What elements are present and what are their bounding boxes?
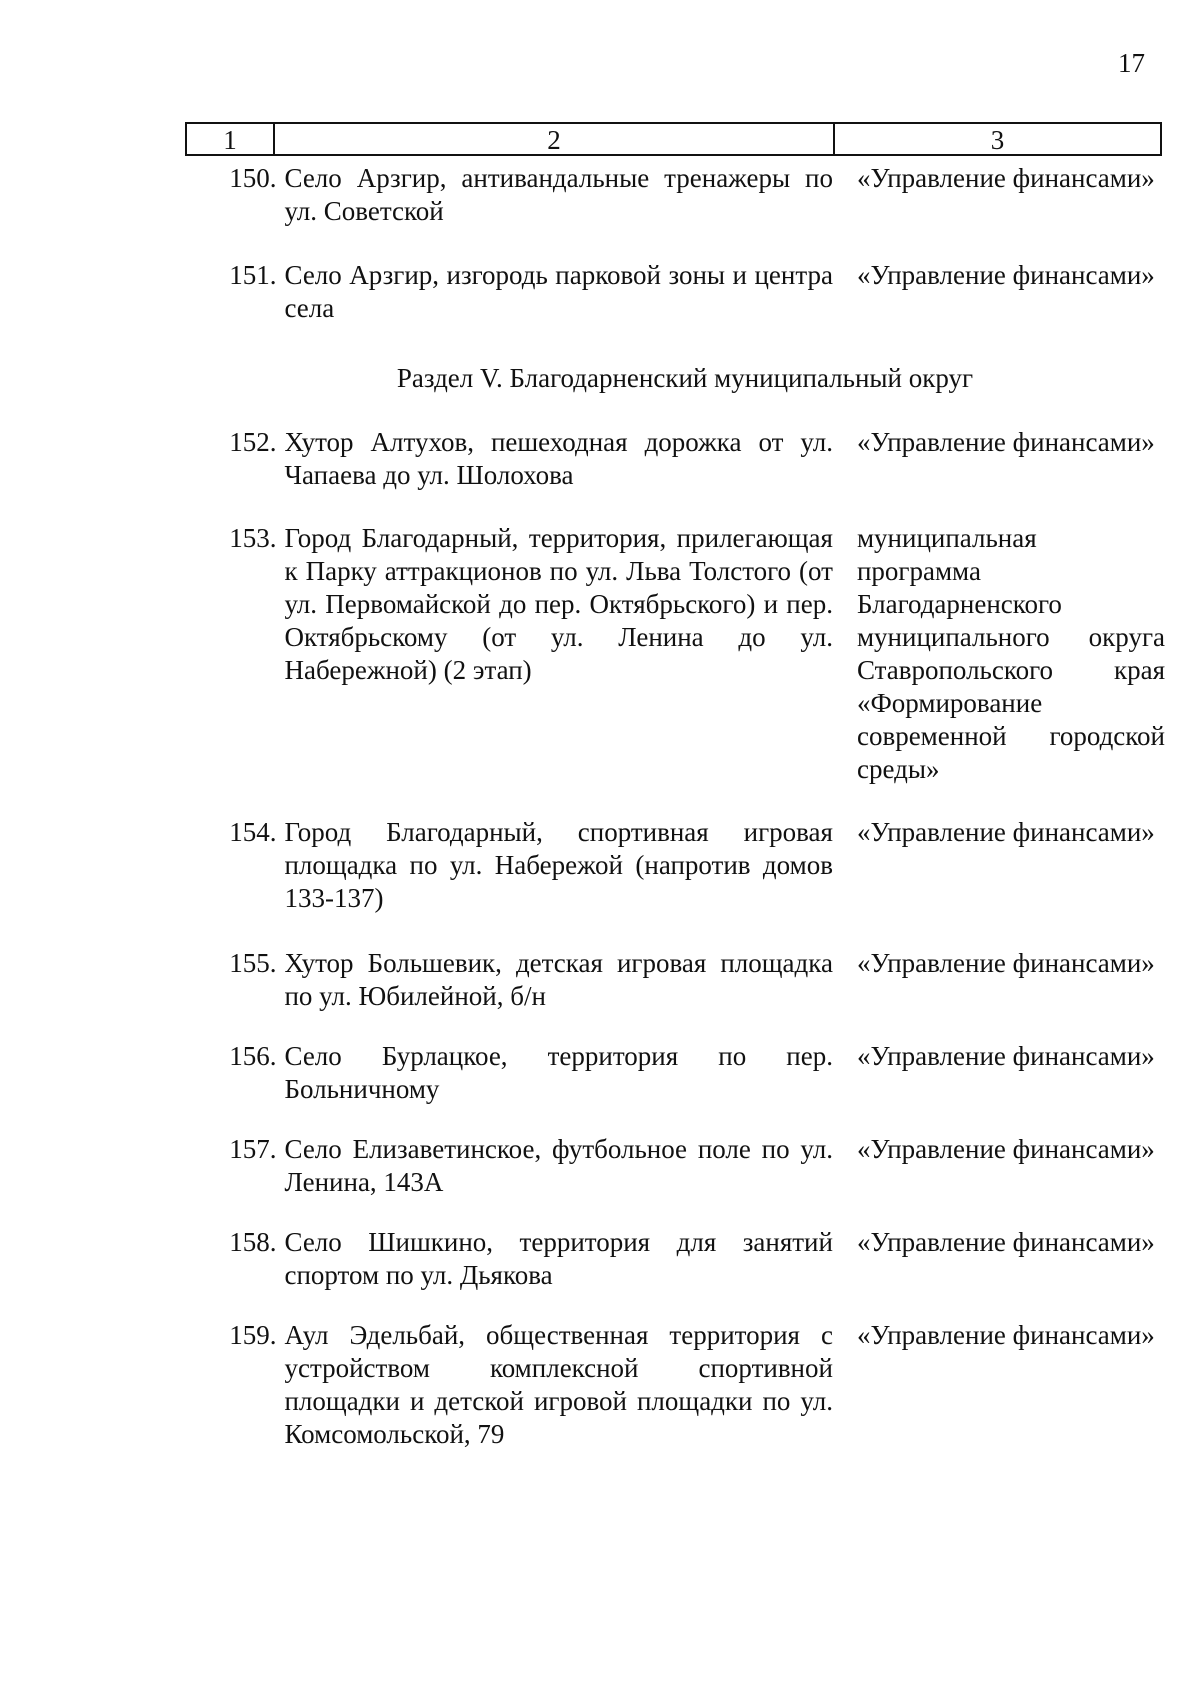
row-responsible: «Управление финансами» [856, 1041, 1155, 1071]
table-rows-b [195, 426, 1165, 1451]
row-responsible: «Управление финансами» [856, 1227, 1155, 1257]
row-description: Хутор Алтухов, пешеходная дорожка от ул. Чапаева до ул. Шолохова [284, 427, 833, 490]
column-header-1: 1 [187, 124, 275, 154]
table-row [195, 1226, 1165, 1292]
table-row [195, 1319, 1165, 1451]
row-responsible: «Управление финансами» [856, 427, 1155, 457]
row-number: 159. [229, 1320, 277, 1350]
table-row [195, 816, 1165, 915]
row-description: Село Бурлацкое, территория по пер. Больничному [284, 1041, 833, 1104]
page-number: 17 [1118, 48, 1145, 78]
column-header-2: 2 [275, 124, 835, 154]
table-row [195, 162, 1165, 228]
row-number: 155. [229, 948, 277, 978]
table-row [195, 426, 1165, 492]
row-number: 158. [229, 1227, 277, 1257]
row-description: Село Шишкино, территория для занятий спортом по ул. Дьякова [284, 1227, 833, 1290]
column-header-3: 3 [990, 125, 1005, 155]
table-header [185, 122, 1162, 156]
row-number: 151. [229, 260, 277, 290]
table-row [195, 1133, 1165, 1199]
row-description: Село Арзгир, изгородь парковой зоны и центра села [284, 260, 833, 323]
table-row [195, 1040, 1165, 1106]
row-number: 152. [229, 427, 277, 457]
row-description: Город Благодарный, территория, прилегающая к Парку аттракционов по ул. Льва Толстого (от ул. Первомайской до пер. Октябрьского) и пер. Октябрьскому (от ул. Ленина до ул. Набережной) (2 этап) [284, 523, 833, 685]
row-description: Аул Эдельбай, общественная территория с устройством комплексной спортивной площадки и детской игровой площадки по ул. Комсомольской, 79 [284, 1320, 833, 1449]
row-responsible: «Управление финансами» [856, 1134, 1155, 1164]
row-responsible: «Управление финансами» [856, 163, 1155, 193]
section-title: Раздел V. Благодарненский муниципальный округ [396, 363, 974, 393]
row-responsible: «Управление финансами» [856, 948, 1155, 978]
row-number: 154. [229, 817, 277, 847]
row-description: Хутор Большевик, детская игровая площадка по ул. Юбилейной, б/н [284, 948, 833, 1011]
row-description: Село Елизаветинское, футбольное поле по ул. Ленина, 143А [284, 1134, 833, 1197]
table-rows-a [195, 162, 1165, 325]
row-responsible: «Управление финансами» [856, 1320, 1155, 1350]
row-description: Город Благодарный, спортивная игровая площадка по ул. Набережой (напротив домов 133-137) [284, 817, 833, 913]
row-number: 150. [229, 163, 277, 193]
row-description: Село Арзгир, антивандальные тренажеры по ул. Советской [284, 163, 833, 226]
table-row [195, 259, 1165, 325]
row-responsible: муниципальная программа Благодарненского муниципального округа Ставропольского края «Формирование современной городской среды» [856, 523, 1165, 784]
table-row [195, 947, 1165, 1013]
table-row [195, 522, 1165, 786]
row-number: 156. [229, 1041, 277, 1071]
row-responsible: «Управление финансами» [856, 817, 1155, 847]
row-responsible: «Управление финансами» [856, 260, 1155, 290]
row-number: 153. [229, 523, 277, 553]
row-number: 157. [229, 1134, 277, 1164]
